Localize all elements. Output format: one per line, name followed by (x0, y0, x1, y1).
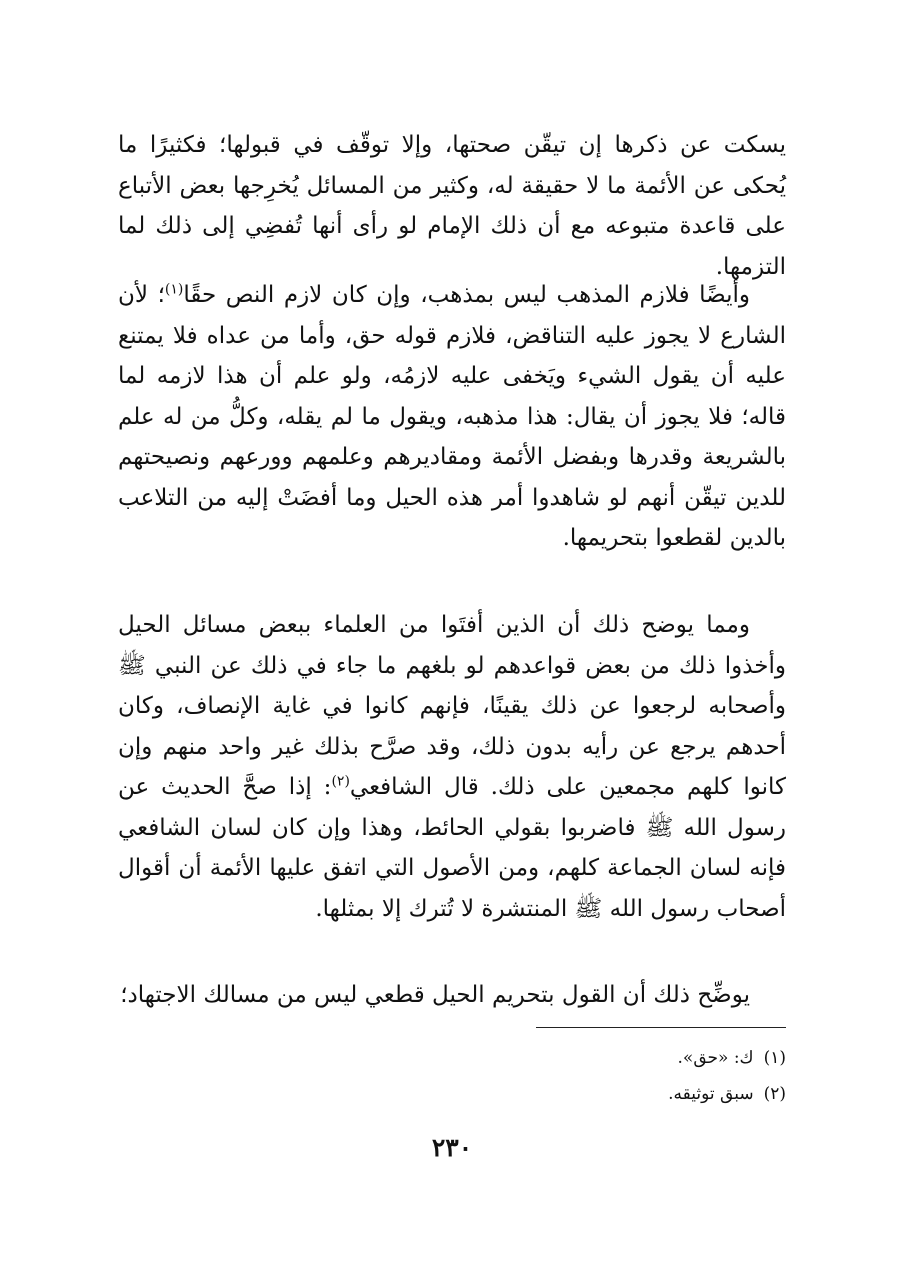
paragraph-3-text-a: ومما يوضح ذلك أن الذين أفتَوا من العلماء ببعض مسائل الحيل وأخذوا ذلك من بعض قواعدهم لو بلغهم ما جاء في ذلك عن النبي ﷺ وأصحابه لرجعوا عن ذلك يقينًا، فإنهم كانوا في غاية الإنصاف، وكان أحدهم يرجع عن رأيه بدون ذلك، وقد صرَّح بذلك غير واحد منهم وإن كانوا كلهم مجمعين على ذلك. قال الشافعي (118, 612, 786, 800)
paragraph-1-text: يسكت عن ذكرها إن تيقّن صحتها، وإلا توقّف في قبولها؛ فكثيرًا ما يُحكى عن الأئمة ما لا حقيقة له، وكثير من المسائل يُخرِجها بعض الأتباع على قاعدة متبوعه مع أن ذلك الإمام لو رأى أنها تُفضِي إلى ذلك لما التزمها. (118, 132, 786, 280)
paragraph-4 (118, 975, 786, 1016)
page-number: ٢٣٠ (431, 1133, 473, 1162)
paragraph-2 (118, 275, 786, 559)
paragraph-3 (118, 605, 786, 929)
paragraph-2-text-b: ؛ لأن الشارع لا يجوز عليه التناقض، فلازم قوله حق، وأما من عداه فلا يمتنع عليه أن يقول الشيء ويَخفى عليه لازمُه، ولو علم أن هذا لازمه لما قاله؛ فلا يجوز أن يقال: هذا مذهبه، ويقول ما لم يقله، وكلُّ من له علم بالشريعة وقدرها وبفضل الأئمة ومقاديرهم وعلمهم وورعهم ونصيحتهم للدين تيقّن أنهم لو شاهدوا أمر هذه الحيل وما أفضَتْ إليه من التلاعب بالدين لقطعوا بتحريمها. (118, 282, 786, 551)
paragraph-2-text-a: وأيضًا فلازم المذهب ليس بمذهب، وإن كان لازم النص حقًا (183, 282, 750, 308)
footnote-divider (536, 1027, 786, 1028)
footnote-ref-2: (٢) (331, 773, 350, 790)
paragraph-1 (118, 125, 786, 287)
footnote-text: سبق توثيقه. (668, 1084, 754, 1104)
paragraph-3-text-b: : إذا صحَّ الحديث عن رسول الله ﷺ فاضربوا بقولي الحائط، وهذا وإن كان لسان الشافعي فإنه لسان الجماعة كلهم، ومن الأصول التي اتفق عليها الأئمة أن أقوال أصحاب رسول الله ﷺ المنتشرة لا تُترك إلا بمثلها. (118, 774, 786, 922)
footnote-ref-1: (١) (164, 281, 184, 298)
footnote-item (118, 1076, 786, 1112)
footnote-number: (٢) (763, 1084, 786, 1104)
footnote-text: ك: «حق». (677, 1048, 754, 1068)
footnote-number: (١) (763, 1048, 786, 1068)
paragraph-4-text: يوضِّح ذلك أن القول بتحريم الحيل قطعي ليس من مسالك الاجتهاد؛ (120, 982, 750, 1008)
footnote-item (118, 1040, 786, 1076)
footnotes (118, 1040, 786, 1112)
